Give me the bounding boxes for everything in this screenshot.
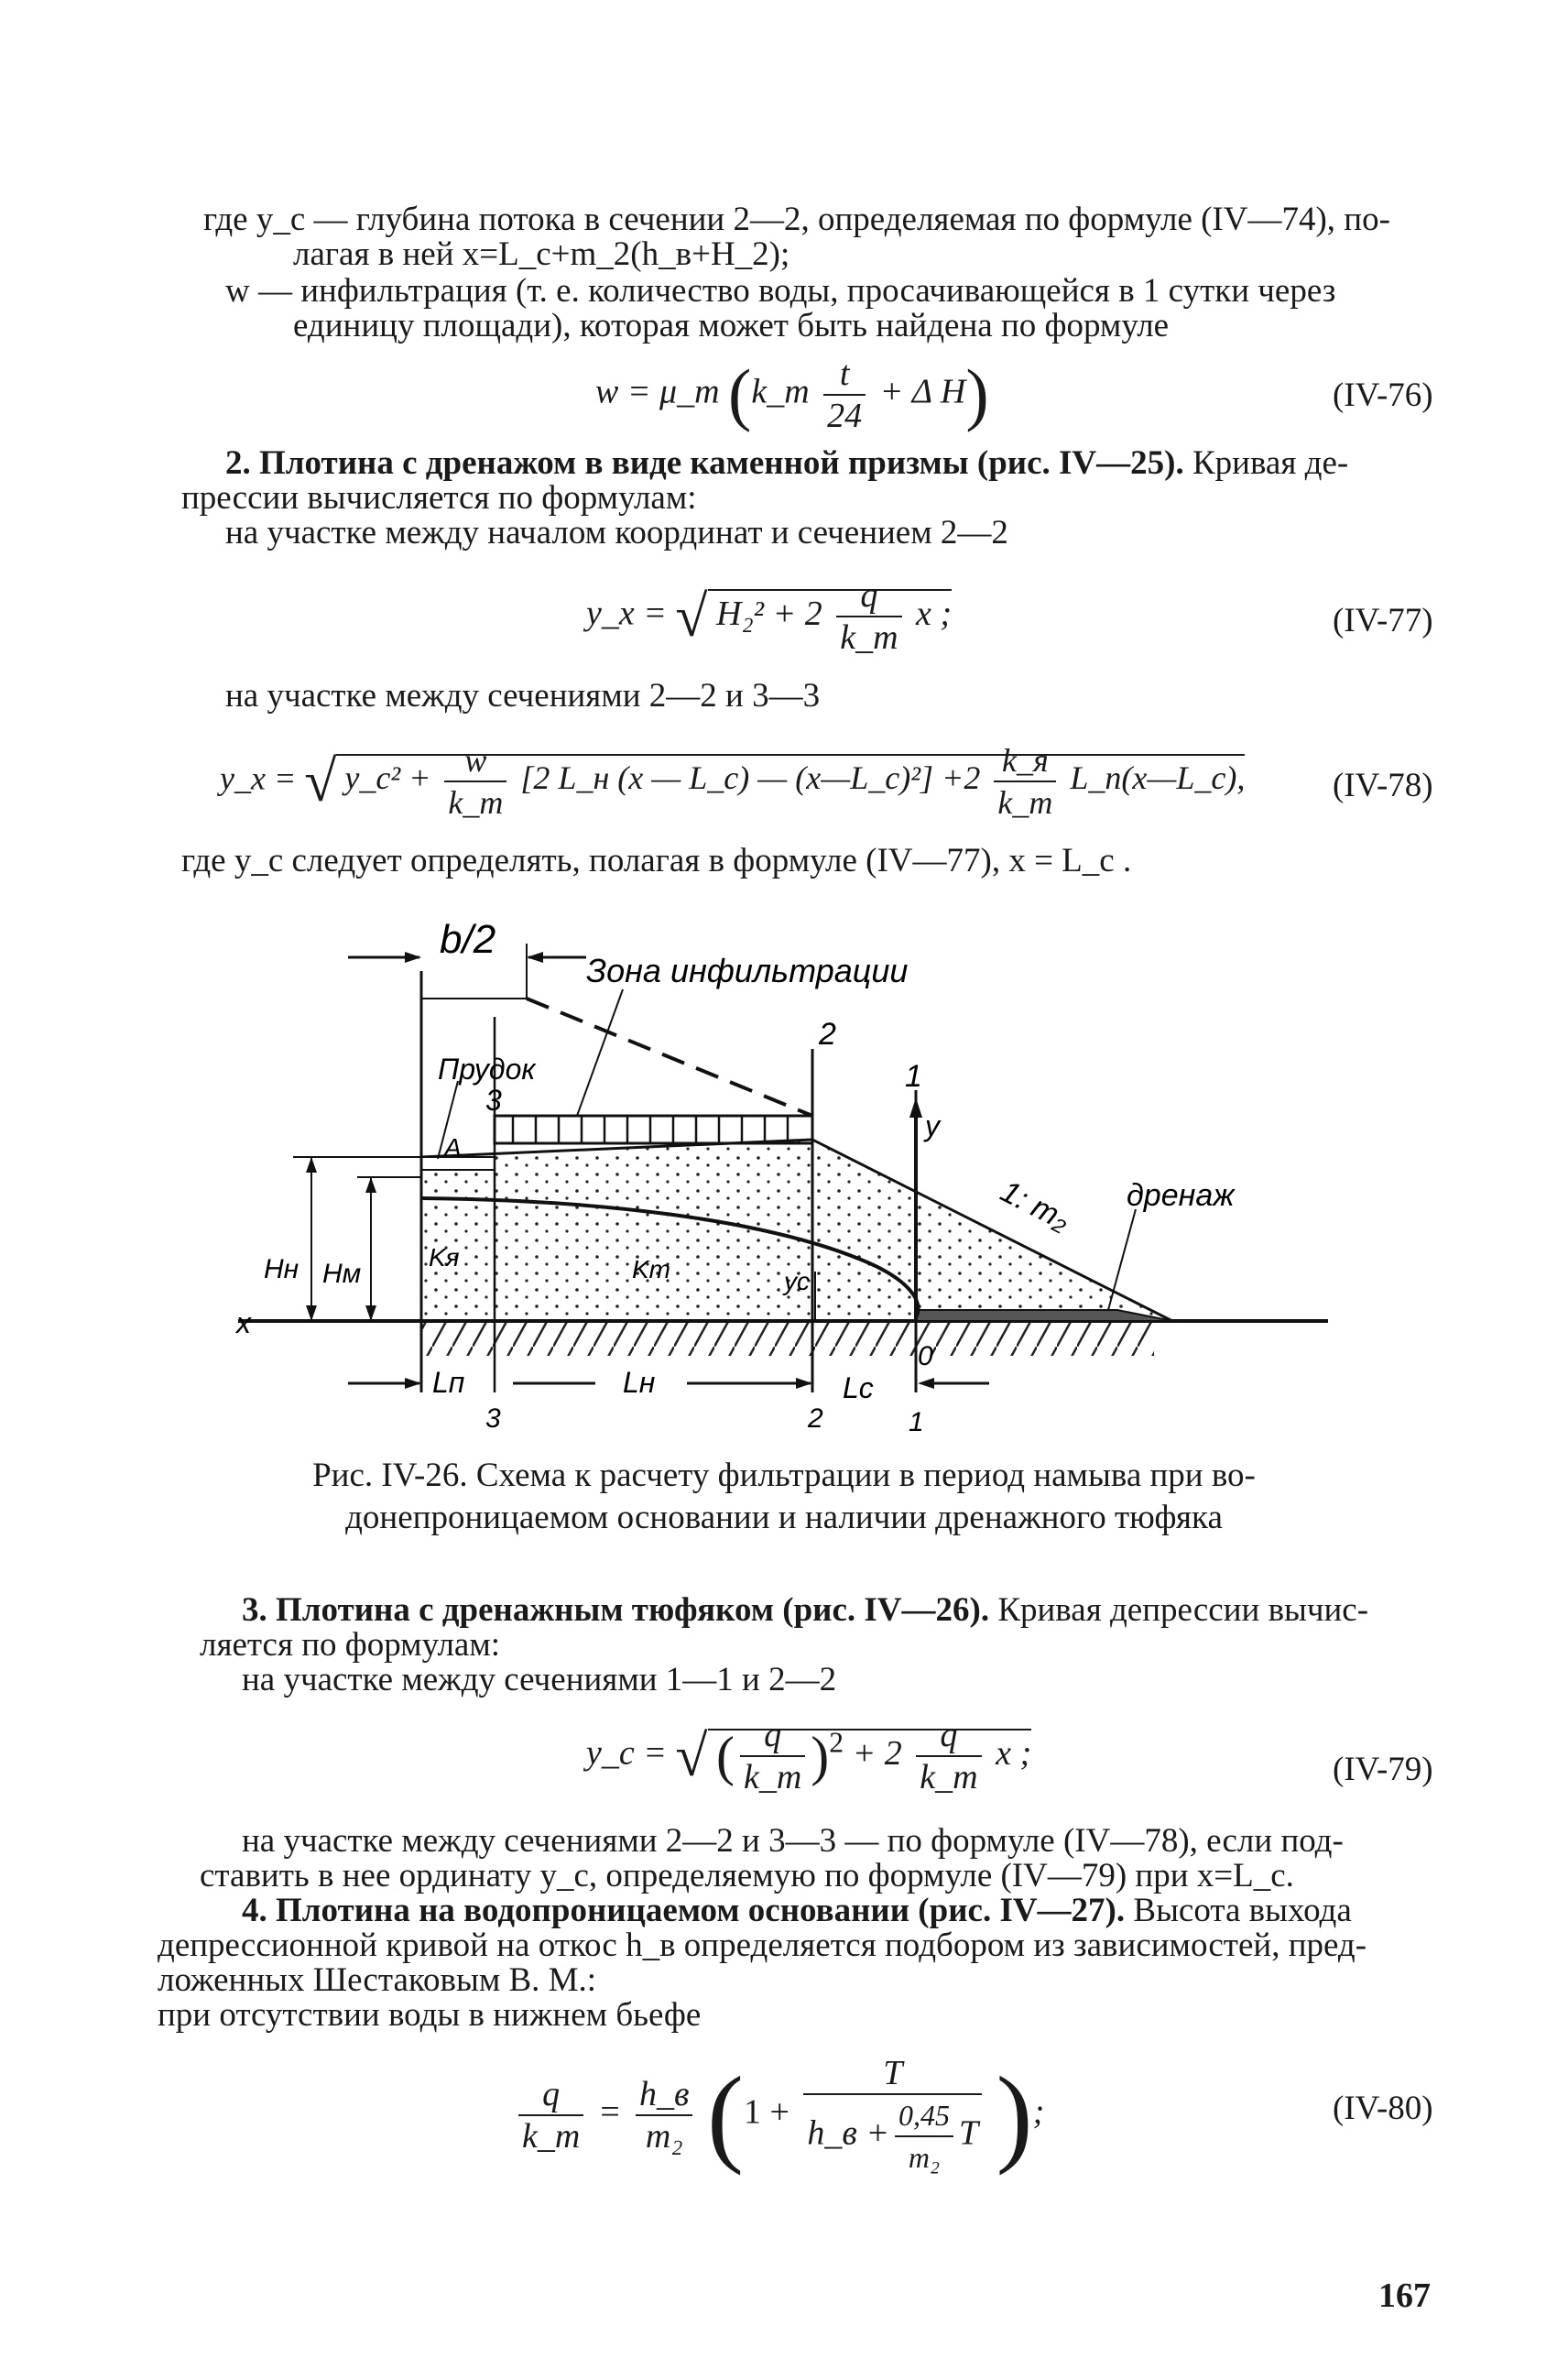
- eq80-eq: =: [597, 2092, 622, 2132]
- eq80-one: 1 +: [743, 2092, 789, 2132]
- eq80-frac-1: $\frac{q}{k\_т}$: [518, 2074, 583, 2156]
- foundation-hatch: [421, 1321, 1154, 1356]
- sec4-line-4: при отсутствии воды в нижнем бьефе: [158, 1996, 702, 2034]
- label-x: x: [236, 1306, 251, 1339]
- eq80-number: (IV-80): [1333, 2090, 1433, 2127]
- eq78-c: L_п(x—L_c),: [1070, 759, 1246, 797]
- equation-iv-77: y_x = √ H₂² + 2 $\frac{q}{k\_т}$ x ;: [586, 576, 953, 657]
- hm-arrow-bot: [365, 1305, 376, 1321]
- zone-leader: [577, 989, 623, 1116]
- label-drain: дренаж: [1127, 1178, 1235, 1213]
- figure-iv-26: [211, 907, 1356, 1475]
- label-ln: Lп: [432, 1366, 465, 1399]
- equation-iv-80: $\frac{q}{k\_т}$ = $\frac{h\_в}{\text{m₂}}$ (1 + T h_в + $\frac{0,45}{\text{m₂}}$ T );: [513, 2052, 1044, 2178]
- label-s2-bottom: 2: [808, 1403, 823, 1434]
- equation-iv-76: w = μ_т (k_т $\frac{t}{24}$ + Δ H): [595, 355, 989, 435]
- hn-arrow-top: [306, 1157, 317, 1173]
- intro-line-1: где y_c — глубина потока в сечении 2—2, определяемая по формуле (IV—74), по-: [203, 201, 1390, 238]
- sec4-head-bold: 4. Плотина на водопроницаемом основании (рис. IV—27).: [242, 1892, 1126, 1929]
- label-s3-bottom: 3: [485, 1403, 501, 1434]
- equation-iv-78: y_x = √ y_c² + $\frac{w}{k\_т}$ [2 L_н (x — L_c) — (x—L_c)²] +2 $\frac{k\_я}{k\_т}$ L_п(x—L_c),: [220, 742, 1246, 821]
- eq79-tail: x ;: [996, 1733, 1032, 1773]
- sec3-line-4: на участке между сечениями 2—2 и 3—3 — по формуле (IV—78), если под-: [242, 1822, 1344, 1860]
- eq77-frac: $\frac{q}{k\_т}$: [836, 575, 901, 658]
- eq76-frac: $\frac{t}{24}$: [823, 354, 866, 436]
- label-slope: 1: m₂: [995, 1174, 1076, 1239]
- eq79-frac-2: $\frac{q}{k\_т}$: [916, 1715, 981, 1797]
- infiltration-dashed-line: [527, 999, 812, 1116]
- sec3-line-5: ставить в нее ординату y_c, определяемую по формуле (IV—79) при x=L_c.: [200, 1857, 1294, 1894]
- label-prudok: Прудок: [438, 1053, 536, 1086]
- eq80-frac-2: $\frac{h\_в}{\text{m₂}}$: [636, 2074, 693, 2156]
- intro-line-3: w — инфильтрация (т. е. количество воды, просачивающейся в 1 сутки через: [225, 272, 1336, 310]
- y-axis-arrow: [909, 1097, 922, 1118]
- figure-caption: [234, 1455, 1334, 1539]
- eq79-number: (IV-79): [1333, 1751, 1433, 1788]
- eq78-frac-2: $\frac{k\_я}{k\_т}$: [994, 740, 1056, 823]
- label-s1-bottom: 1: [909, 1407, 924, 1437]
- label-b2: b/2: [440, 917, 496, 962]
- eq76-rest: + Δ H: [879, 372, 966, 411]
- label-hm: Hм: [322, 1259, 362, 1289]
- caption-line-1: Рис. IV-26. Схема к расчету фильтрации в период намыва при во-: [312, 1457, 1256, 1494]
- sec2-line-2: прессии вычисляется по формулам:: [181, 479, 697, 517]
- intro-line-2: лагая в ней x=L_c+m_2(h_в+H_2);: [293, 235, 790, 273]
- sec4-head-rest: Высота выхода: [1133, 1892, 1352, 1929]
- label-lc: Lc: [843, 1371, 874, 1404]
- lc-arrowhead: [918, 1378, 934, 1389]
- eq76-number: (IV-76): [1333, 377, 1433, 414]
- label-sec2-top: 2: [819, 1017, 836, 1052]
- eq77-body: H₂² + 2: [716, 594, 822, 633]
- ln-arrowhead: [405, 1378, 421, 1389]
- label-yc: yc: [784, 1267, 810, 1295]
- sec3-line-3: на участке между сечениями 1—1 и 2—2: [242, 1661, 837, 1698]
- label-zone: Зона инфильтрации: [586, 952, 909, 989]
- label-hn: Hн: [264, 1254, 299, 1284]
- eq77-lhs: y_x =: [586, 594, 667, 633]
- lh-arrowhead: [796, 1378, 812, 1389]
- eq77-number: (IV-77): [1333, 602, 1433, 639]
- eq78-lhs: y_x =: [220, 759, 297, 797]
- label-zero: 0: [918, 1341, 933, 1371]
- eq78-number: (IV-78): [1333, 767, 1433, 804]
- sec2-line-3: на участке между началом координат и сечением 2—2: [225, 514, 1008, 551]
- label-y-axis: y: [925, 1109, 940, 1142]
- sec2-head-rest: Кривая де-: [1192, 444, 1349, 482]
- sec3-head-rest: Кривая депрессии вычис-: [997, 1591, 1369, 1629]
- eq78-b: [2 L_н (x — L_c) — (x—L_c)²] +2: [520, 759, 981, 797]
- sec4-line-3: ложенных Шестаковым В. М.:: [158, 1961, 597, 1999]
- label-sec3-top: 3: [485, 1084, 502, 1117]
- label-sec1-top: 1: [905, 1059, 922, 1094]
- page-number: 167: [1378, 2276, 1431, 2315]
- label-lh: Lн: [623, 1366, 656, 1399]
- eq77-tail: x ;: [916, 594, 953, 633]
- eq78-a: y_c² +: [344, 759, 431, 797]
- eq78-frac-1: $\frac{w}{k\_т}$: [444, 740, 506, 823]
- eq76-pre: k_т: [751, 372, 810, 411]
- sec4-line-2: депрессионной кривой на откос h_в определяется подбором из зависимостей, пред-: [158, 1927, 1367, 1964]
- sec2-line-5: где y_c следует определять, полагая в формуле (IV—77), x = L_c .: [181, 842, 1132, 879]
- eq76-lhs: w = μ_т: [595, 372, 720, 411]
- hm-arrow-top: [365, 1177, 376, 1193]
- equation-iv-79: y_c = √ ( $\frac{q}{k\_т}$ )$^2$ + 2 $\frac{q}{k\_т}$ x ;: [586, 1716, 1032, 1796]
- intro-line-4: единицу площади), которая может быть найдена по формуле: [293, 307, 1170, 344]
- sec2-line-4: на участке между сечениями 2—2 и 3—3: [225, 677, 821, 715]
- label-a: A: [444, 1133, 462, 1162]
- eq79-mid: + 2: [852, 1733, 902, 1773]
- eq80-big-frac: T h_в + $\frac{0,45}{\text{m₂}}$ T: [803, 2053, 982, 2178]
- b2-arrowhead-left: [405, 952, 421, 963]
- eq80-tail: ;: [1032, 2092, 1045, 2132]
- sec3-line-2: ляется по формулам:: [200, 1626, 501, 1664]
- b2-arrowhead-right: [527, 952, 543, 963]
- eq79-frac-1: $\frac{q}{k\_т}$: [740, 1715, 805, 1797]
- label-ka: Kя: [429, 1243, 460, 1272]
- sec3-head-bold: 3. Плотина с дренажным тюфяком (рис. IV—26).: [242, 1591, 990, 1629]
- infiltration-bars: [513, 1116, 788, 1143]
- eq79-lhs: y_c =: [586, 1733, 667, 1773]
- label-kt: Kт: [632, 1255, 670, 1283]
- hn-arrow-bot: [306, 1305, 317, 1321]
- caption-line-2: донепроницаемом основании и наличии дренажного тюфяка: [345, 1499, 1223, 1536]
- sec2-head-bold: 2. Плотина с дренажом в виде каменной призмы (рис. IV—25).: [225, 444, 1184, 482]
